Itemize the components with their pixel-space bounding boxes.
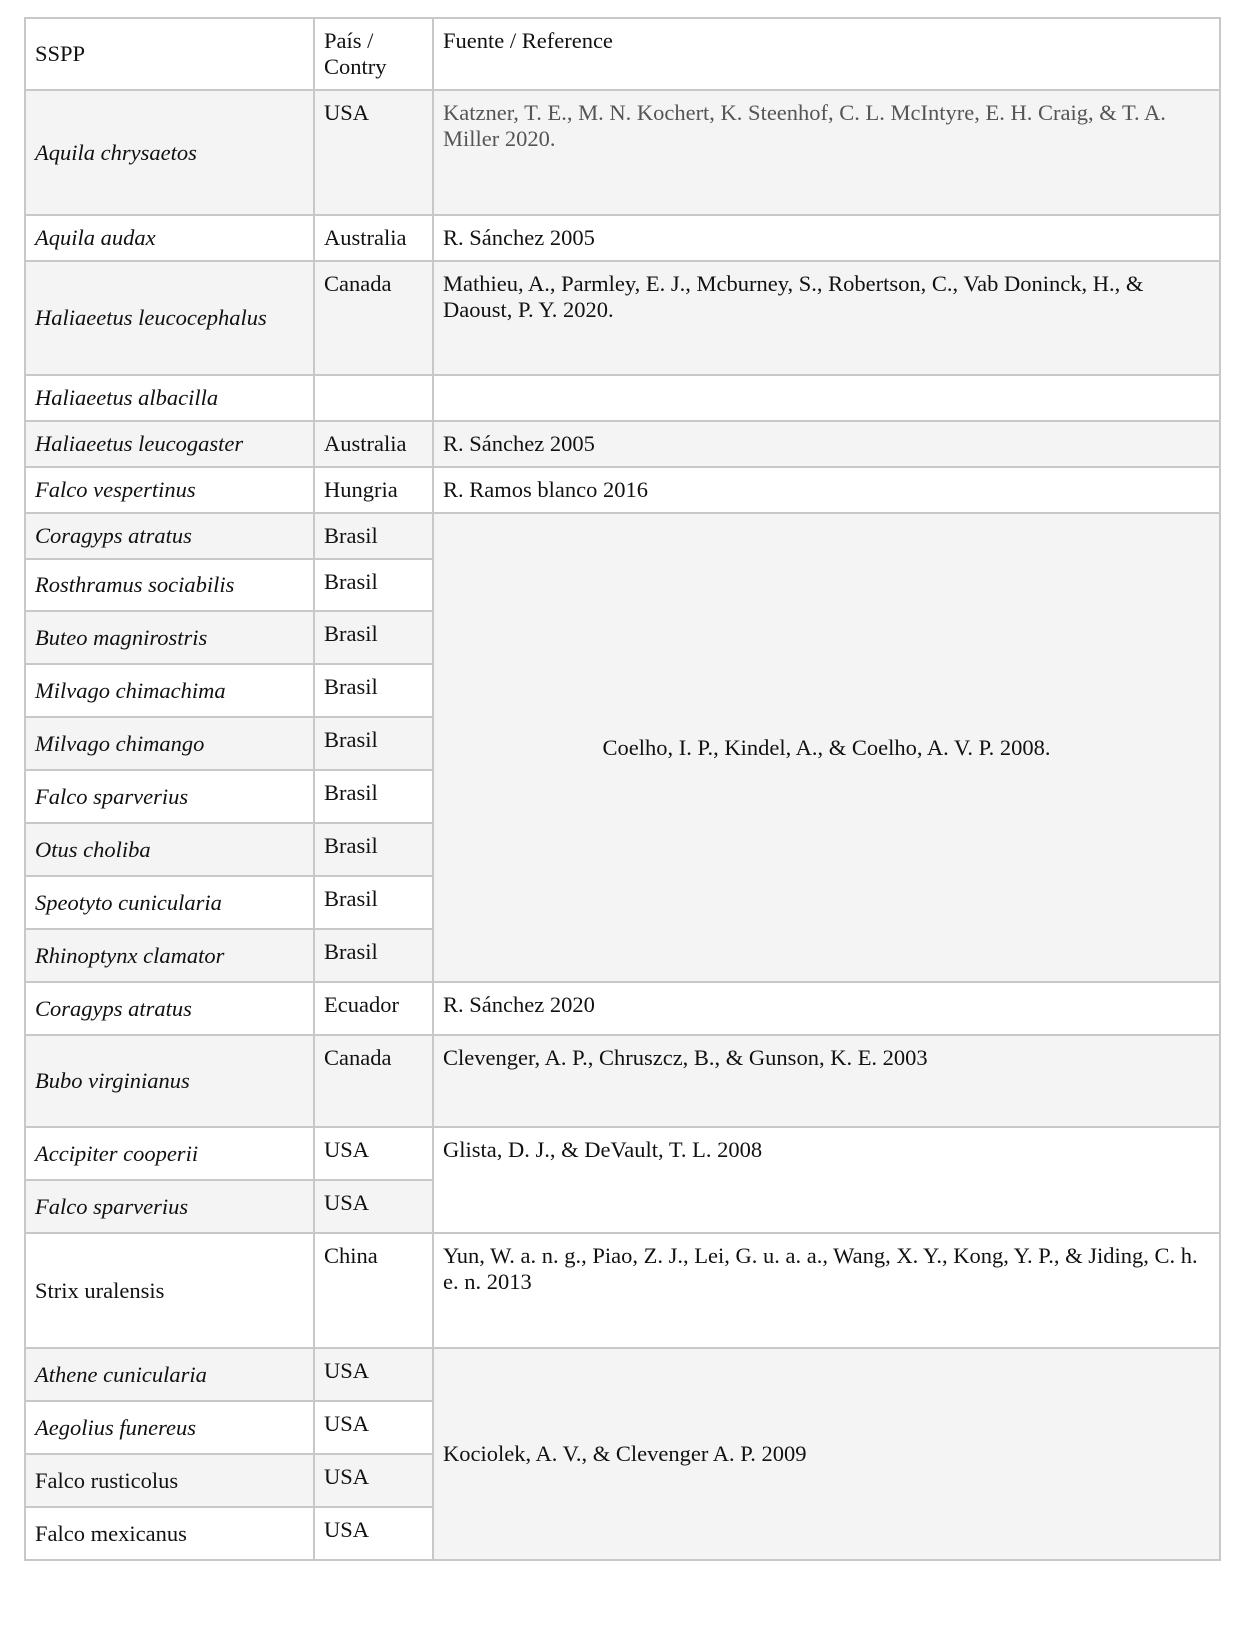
reference-cell: Yun, W. a. n. g., Piao, Z. J., Lei, G. u. a. a., Wang, X. Y., Kong, Y. P., & Jiding, C. h. e. n. 2013	[433, 1233, 1220, 1348]
reference-cell: Katzner, T. E., M. N. Kochert, K. Steenhof, C. L. McIntyre, E. H. Craig, & T. A. Miller 2020.	[433, 90, 1220, 215]
country-cell: Australia	[314, 215, 433, 261]
country-cell: USA	[314, 1127, 433, 1180]
country-cell: Brasil	[314, 770, 433, 823]
reference-cell: Clevenger, A. P., Chruszcz, B., & Gunson, K. E. 2003	[433, 1035, 1220, 1127]
species-cell: Falco vespertinus	[25, 467, 314, 513]
species-cell: Aquila chrysaetos	[25, 90, 314, 215]
country-cell: Hungria	[314, 467, 433, 513]
species-cell: Coragyps atratus	[25, 513, 314, 559]
species-cell: Haliaeetus leucocephalus	[25, 261, 314, 375]
country-cell: Brasil	[314, 559, 433, 611]
species-cell: Falco sparverius	[25, 770, 314, 823]
header-country: País / Contry	[314, 18, 433, 90]
species-cell: Falco rusticolus	[25, 1454, 314, 1507]
table-row	[25, 513, 1220, 559]
table-row	[25, 1035, 1220, 1127]
species-reference-table	[24, 17, 1221, 1561]
species-cell: Milvago chimachima	[25, 664, 314, 717]
header-reference: Fuente / Reference	[433, 18, 1220, 90]
species-cell: Otus choliba	[25, 823, 314, 876]
country-cell: USA	[314, 90, 433, 215]
table-row	[25, 467, 1220, 513]
country-cell: Canada	[314, 261, 433, 375]
reference-cell-merged: Kociolek, A. V., & Clevenger A. P. 2009	[433, 1348, 1220, 1560]
country-cell: Brasil	[314, 513, 433, 559]
country-cell: Ecuador	[314, 982, 433, 1035]
species-cell: Buteo magnirostris	[25, 611, 314, 664]
header-row	[25, 18, 1220, 90]
species-cell: Aquila audax	[25, 215, 314, 261]
species-cell: Strix uralensis	[25, 1233, 314, 1348]
table-row	[25, 982, 1220, 1035]
reference-cell: R. Sánchez 2005	[433, 421, 1220, 467]
reference-cell: R. Sánchez 2020	[433, 982, 1220, 1035]
reference-cell: Mathieu, A., Parmley, E. J., Mcburney, S., Robertson, C., Vab Doninck, H., & Daoust, P. Y. 2020.	[433, 261, 1220, 375]
table-row	[25, 421, 1220, 467]
table-row	[25, 261, 1220, 375]
header-species: SSPP	[25, 18, 314, 90]
reference-cell: R. Sánchez 2005	[433, 215, 1220, 261]
country-cell: Brasil	[314, 876, 433, 929]
country-cell: Brasil	[314, 823, 433, 876]
table-row	[25, 1127, 1220, 1180]
reference-cell	[433, 375, 1220, 421]
species-cell: Athene cunicularia	[25, 1348, 314, 1401]
country-cell: China	[314, 1233, 433, 1348]
species-cell: Coragyps atratus	[25, 982, 314, 1035]
species-cell: Rosthramus sociabilis	[25, 559, 314, 611]
species-cell: Falco sparverius	[25, 1180, 314, 1233]
reference-cell-merged: Coelho, I. P., Kindel, A., & Coelho, A. V. P. 2008.	[433, 513, 1220, 982]
country-cell: USA	[314, 1180, 433, 1233]
table-row	[25, 375, 1220, 421]
species-cell: Falco mexicanus	[25, 1507, 314, 1560]
table-row	[25, 1233, 1220, 1348]
country-cell: USA	[314, 1401, 433, 1454]
species-cell: Haliaeetus leucogaster	[25, 421, 314, 467]
species-cell: Aegolius funereus	[25, 1401, 314, 1454]
country-cell: USA	[314, 1348, 433, 1401]
country-cell: Canada	[314, 1035, 433, 1127]
table-row	[25, 90, 1220, 215]
reference-cell: R. Ramos blanco 2016	[433, 467, 1220, 513]
species-cell: Haliaeetus albacilla	[25, 375, 314, 421]
country-cell: USA	[314, 1454, 433, 1507]
country-cell: USA	[314, 1507, 433, 1560]
country-cell: Brasil	[314, 664, 433, 717]
species-cell: Milvago chimango	[25, 717, 314, 770]
country-cell: Australia	[314, 421, 433, 467]
species-cell: Speotyto cunicularia	[25, 876, 314, 929]
species-cell: Bubo virginianus	[25, 1035, 314, 1127]
country-cell: Brasil	[314, 611, 433, 664]
reference-cell-merged: Glista, D. J., & DeVault, T. L. 2008	[433, 1127, 1220, 1233]
species-cell: Accipiter cooperii	[25, 1127, 314, 1180]
table-row	[25, 1348, 1220, 1401]
species-cell: Rhinoptynx clamator	[25, 929, 314, 982]
table-row	[25, 215, 1220, 261]
country-cell	[314, 375, 433, 421]
country-cell: Brasil	[314, 717, 433, 770]
country-cell: Brasil	[314, 929, 433, 982]
